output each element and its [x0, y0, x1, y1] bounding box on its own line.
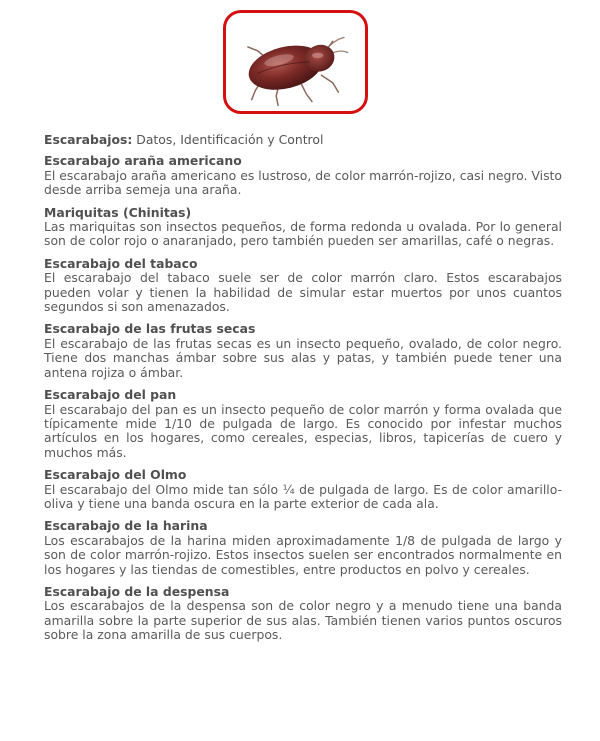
section-escarabajo-de-la-despensa — [44, 585, 562, 643]
section-body: El escarabajo del tabaco suele ser de color marrón claro. Estos escarabajos pueden volar y tienen la habilidad de simular estar muertos por unos cuantos segundos si son amenazados. — [44, 270, 562, 315]
section-escarabajo-arana-americano — [44, 154, 562, 197]
section-body: El escarabajo araña americano es lustroso, de color marrón-rojizo, casi negro. Visto desde arriba semeja una araña. — [44, 167, 562, 198]
intro-label: Escarabajos: — [44, 132, 133, 147]
section-body: Los escarabajos de la despensa son de color negro y a menudo tiene una banda amarilla sobre la parte superior de sus alas. También tienen varios puntos oscuros sobre la zona amarilla de sus cuerpos. — [44, 598, 562, 643]
section-body: El escarabajo del Olmo mide tan sólo ¼ de pulgada de largo. Es de color amarillo-oliva y tiene una banda oscura en la parte exterior de cada ala. — [44, 481, 562, 511]
section-title: Escarabajo de las frutas secas — [44, 321, 256, 337]
section-escarabajo-frutas-secas — [44, 322, 562, 380]
section-escarabajo-de-la-harina — [44, 519, 562, 577]
section-mariquitas — [44, 206, 562, 249]
section-body: Los escarabajos de la harina miden aproximadamente 1/8 de pulgada de largo y son de color marrón-rojizo. Estos insectos suelen ser encontrados normalmente en los hogares y las tiendas de comestibles, entre productos en polvo y cereales. — [44, 532, 562, 577]
section-escarabajo-del-olmo — [44, 468, 562, 511]
beetle-image-frame — [223, 10, 368, 114]
section-title: Escarabajo araña americano — [44, 153, 242, 169]
section-body: El escarabajo de las frutas secas es un insecto pequeño, ovalado, de color negro. Tiene dos manchas ámbar sobre sus alas y patas, y también puede tener una antena rojiza o ámbar. — [44, 335, 562, 380]
section-title: Escarabajo del pan — [44, 387, 177, 403]
article-body — [44, 133, 562, 651]
beetle-photo-icon — [226, 13, 365, 111]
section-title: Escarabajo del tabaco — [44, 255, 198, 271]
intro-text: Datos, Identificación y Control — [136, 132, 324, 147]
section-title: Escarabajo del Olmo — [44, 467, 187, 483]
section-escarabajo-del-pan — [44, 388, 562, 460]
section-body: Las mariquitas son insectos pequeños, de forma redonda u ovalada. Por lo general son de color rojo o anaranjado, pero también pueden ser amarillas, café o negras. — [44, 219, 562, 249]
section-body: El escarabajo del pan es un insecto pequeño de color marrón y forma ovalada que típicamente mide 1/10 de pulgada de largo. Es conocido por infestar muchos artículos en los hogares, como cereales, especias, libros, tapicerías de cuero y muchos más. — [44, 401, 562, 460]
section-escarabajo-del-tabaco — [44, 257, 562, 315]
section-title: Escarabajo de la harina — [44, 518, 208, 534]
section-title: Mariquitas (Chinitas) — [44, 204, 192, 220]
article-intro — [44, 133, 562, 147]
section-title: Escarabajo de la despensa — [44, 583, 230, 599]
